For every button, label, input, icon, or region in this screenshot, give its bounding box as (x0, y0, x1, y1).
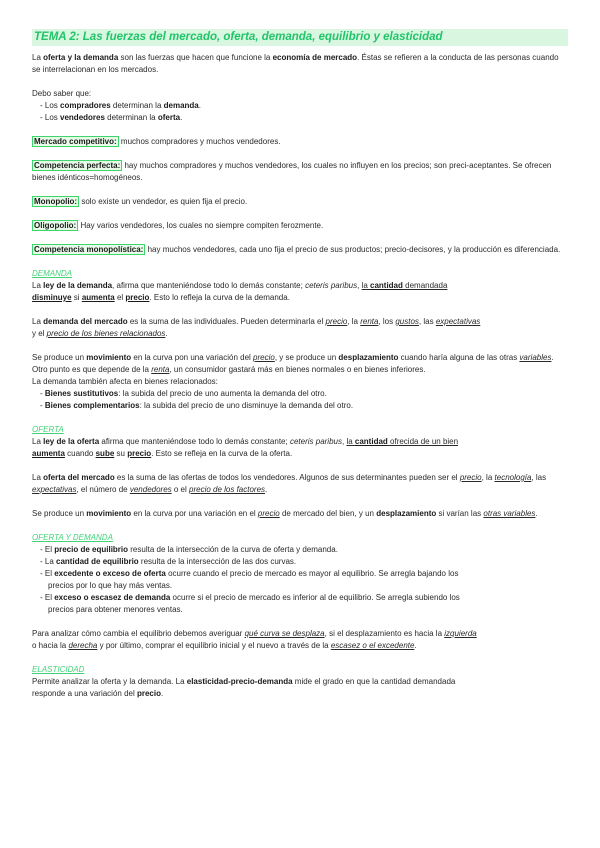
list-item: - Bienes complementarios: la subida del precio de uno disminuye la demanda del otro. (40, 400, 568, 412)
section-heading-oferta: OFERTA (32, 425, 64, 434)
def-competencia-perfecta: Competencia perfecta: hay muchos compradores y muchos vendedores, los cuales no influyen en los precios; son preci-aceptantes. Se ofrecen bienes idénticos=homogéneos. (32, 161, 552, 182)
intro-paragraph: La oferta y la demanda son las fuerzas que hacen que funcione la economía de mercado. Éstas se refieren a la conducta de las personas cuando se interrelacionan en los mercados. (32, 53, 559, 74)
page-title: TEMA 2: Las fuerzas del mercado, oferta, demanda, equilibrio y elasticidad (32, 29, 568, 46)
list-item: - El excedente o exceso de oferta ocurre cuando el precio de mercado es mayor al equilibrio. Se arregla bajando los (40, 568, 568, 580)
def-monopolio: Monopolio: solo existe un vendedor, es quien fija el precio. (34, 197, 248, 206)
def-competencia-monopolistica: Competencia monopolística: hay muchos vendedores, cada uno fija el precio de sus productos; precio-decisores, y la producción es diferenciada. (34, 245, 561, 254)
demanda-renta-paragraph: Otro punto es que depende de la renta, un consumidor gastará más en bienes normales o en bienes inferiores. (32, 365, 426, 374)
list-item: - El exceso o escasez de demanda ocurre si el precio de mercado es inferior al de equilibrio. Se arregla subiendo los (40, 592, 568, 604)
equilibrio-list (32, 544, 568, 616)
demanda-ley-paragraph: La ley de la demanda, afirma que manteniéndose todo lo demás constante; ceteris paribus, la cantidad demandada disminuye si aumenta el precio. Esto lo refleja la curva de la demanda. (32, 281, 448, 302)
list-item: - La cantidad de equilibrio resulta de la intersección de las dos curvas. (40, 556, 568, 568)
debo-label: Debo saber que: (32, 89, 92, 98)
list-item: - Los vendedores determinan la oferta. (40, 112, 568, 124)
debo-list (32, 100, 568, 124)
section-heading-oferta-y-demanda: OFERTA Y DEMANDA (32, 533, 113, 542)
def-oligopolio: Oligopolio: Hay varios vendedores, los cuales no siempre compiten ferozmente. (34, 221, 324, 230)
list-item: - Los compradores determinan la demanda. (40, 100, 568, 112)
def-mercado-competitivo: Mercado competitivo: muchos compradores y muchos vendedores. (34, 137, 281, 146)
list-item-continuation: precios para obtener menores ventas. (48, 605, 183, 614)
oferta-movimiento-paragraph: Se produce un movimiento en la curva por una variación en el precio de mercado del bien, y un desplazamiento si varían las otras variables. (32, 509, 538, 518)
demanda-bienes-list (32, 388, 568, 412)
elasticidad-paragraph: Permite analizar la oferta y la demanda. La elasticidad-precio-demanda mide el grado en que la cantidad demandada responde a una variación del precio. (32, 677, 456, 698)
document-page (32, 29, 568, 700)
equilibrio-analisis-paragraph: Para analizar cómo cambia el equilibrio debemos averiguar qué curva se desplaza, si el desplazamiento es hacia la izquierda o hacia la derecha y por último, comprar el equilibrio inicial y el nuevo a través de la escasez o el excedente. (32, 629, 477, 650)
demanda-mercado-paragraph: La demanda del mercado es la suma de las individuales. Pueden determinarla el precio, la renta, los gustos, las expectativas y el precio de los bienes relacionados. (32, 317, 481, 338)
oferta-ley-paragraph: La ley de la oferta afirma que manteniéndose todo lo demás constante; ceteris paribus, la cantidad ofrecida de un bien aumenta cuando sube su precio. Esto se refleja en la curva de la oferta. (32, 437, 459, 458)
section-heading-elasticidad: ELASTICIDAD (32, 665, 85, 674)
demanda-relacionados-paragraph: La demanda también afecta en bienes relacionados: (32, 377, 218, 386)
oferta-mercado-paragraph: La oferta del mercado es la suma de las ofertas de todos los vendedores. Algunos de sus determinantes pueden ser el precio, la tecnología, las expectativas, el número de vendedores o el precio de los factores. (32, 473, 547, 494)
section-heading-demanda: DEMANDA (32, 269, 73, 278)
list-item: - Bienes sustitutivos: la subida del precio de uno aumenta la demanda del otro. (40, 388, 568, 400)
list-item: - El precio de equilibrio resulta de la intersección de la curva de oferta y demanda. (40, 544, 568, 556)
list-item-continuation: precios por lo que hay más ventas. (48, 581, 173, 590)
demanda-movimiento-paragraph: Se produce un movimiento en la curva pon una variación del precio, y se produce un desplazamiento cuando haría alguna de las otras variables. (32, 353, 554, 362)
